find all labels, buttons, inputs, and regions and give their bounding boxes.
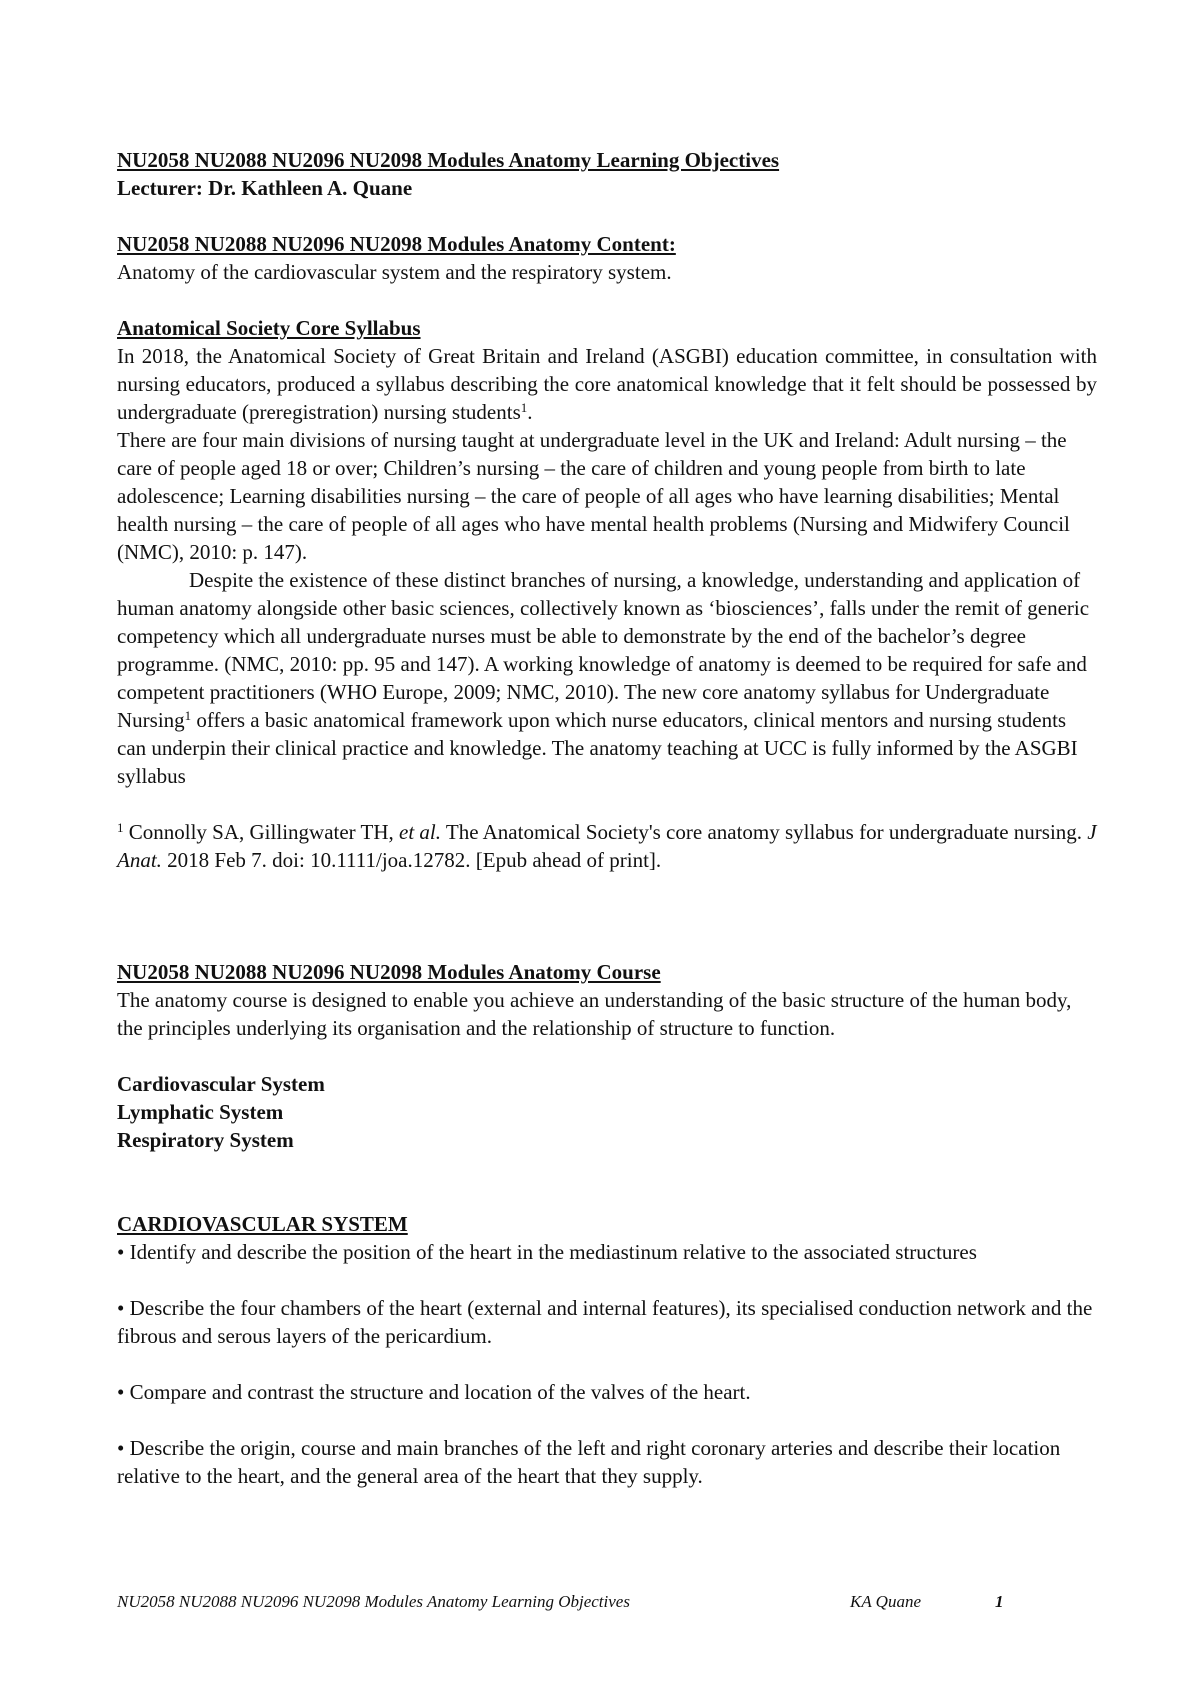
footer-title: NU2058 NU2088 NU2096 NU2098 Modules Anatomy Learning Objectives xyxy=(117,1592,630,1611)
syllabus-paragraph-1-end: . xyxy=(527,400,533,424)
document-page xyxy=(117,146,1097,1490)
system-item-cardiovascular: Cardiovascular System xyxy=(117,1072,325,1096)
reference-details: 2018 Feb 7. doi: 10.1111/joa.12782. [Epub ahead of print]. xyxy=(161,848,662,872)
system-item-respiratory: Respiratory System xyxy=(117,1128,294,1152)
syllabus-paragraph-2: There are four main divisions of nursing taught at undergraduate level in the UK and Ireland: Adult nursing – the care of people aged 18 or over; Children’s nursing – the care of children and young people from birth to late adolescence; Learning disabilities nursing – the care of people of all ages who have learning disabilities; Mental health nursing – the care of people of all ages who have mental health problems (Nursing and Midwifery Council (NMC), 2010: p. 147). xyxy=(117,428,1070,564)
document-title: NU2058 NU2088 NU2096 NU2098 Modules Anatomy Learning Objectives xyxy=(117,148,780,172)
system-item-lymphatic: Lymphatic System xyxy=(117,1100,284,1124)
syllabus-paragraph-1-text: In 2018, the Anatomical Society of Great Britain and Ireland (ASGBI) education committee, in consultation with nursing educators, produced a syllabus describing the core anatomical knowledge that it felt should be possessed by undergraduate (preregistration) nursing students xyxy=(117,344,1097,424)
syllabus-paragraph-3-text-a: Despite the existence of these distinct branches of nursing, a knowledge, understanding and application of human anatomy alongside other basic sciences, collectively known as ‘biosciences’, falls under the remit of generic competency which all undergraduate nurses must be able to demonstrate by the end of the bachelor’s degree programme. (NMC, 2010: pp. 95 and 147). A working knowledge of anatomy is deemed to be required for safe and competent practitioners (WHO Europe, 2009; NMC, 2010). The new core anatomy syllabus for Undergraduate Nursing xyxy=(117,568,1090,732)
reference-journal: J Anat. xyxy=(117,820,1097,872)
syllabus-paragraph-3-text-b: offers a basic anatomical framework upon which nurse educators, clinical mentors and nursing students can underpin their clinical practice and knowledge. The anatomy teaching at UCC is fully informed by the ASGBI syllabus xyxy=(117,708,1078,788)
objective-bullet: • Compare and contrast the structure and location of the valves of the heart. xyxy=(117,1380,751,1404)
course-heading: NU2058 NU2088 NU2096 NU2098 Modules Anatomy Course xyxy=(117,960,661,984)
reference-authors: Connolly SA, Gillingwater TH, xyxy=(123,820,400,844)
syllabus-heading: Anatomical Society Core Syllabus xyxy=(117,316,421,340)
reference-etal: et al. xyxy=(399,820,442,844)
lecturer-line: Lecturer: Dr. Kathleen A. Quane xyxy=(117,176,413,200)
reference-title: The Anatomical Society's core anatomy syllabus for undergraduate nursing. xyxy=(441,820,1088,844)
syllabus-paragraph-1 xyxy=(117,342,1097,426)
objective-bullet: • Identify and describe the position of the heart in the mediastinum relative to the associated structures xyxy=(117,1240,977,1264)
footnote-marker: 1 xyxy=(184,708,192,723)
footer-author: KA Quane xyxy=(850,1592,921,1611)
objective-bullet: • Describe the four chambers of the heart (external and internal features), its specialised conduction network and the fibrous and serous layers of the pericardium. xyxy=(117,1296,1093,1348)
footer-page-number: 1 xyxy=(995,1592,1004,1611)
content-text: Anatomy of the cardiovascular system and the respiratory system. xyxy=(117,260,672,284)
cardiovascular-heading: CARDIOVASCULAR SYSTEM xyxy=(117,1212,408,1236)
objective-bullet: • Describe the origin, course and main branches of the left and right coronary arteries and describe their location relative to the heart, and the general area of the heart that they supply. xyxy=(117,1436,1061,1488)
footnote-reference xyxy=(117,818,1097,874)
course-text: The anatomy course is designed to enable you achieve an understanding of the basic structure of the human body, the principles underlying its organisation and the relationship of structure to function. xyxy=(117,988,1072,1040)
footnote-number: 1 xyxy=(117,820,124,835)
footnote-marker: 1 xyxy=(520,400,528,415)
syllabus-paragraph-3 xyxy=(117,566,1097,790)
content-heading: NU2058 NU2088 NU2096 NU2098 Modules Anatomy Content: xyxy=(117,232,676,256)
